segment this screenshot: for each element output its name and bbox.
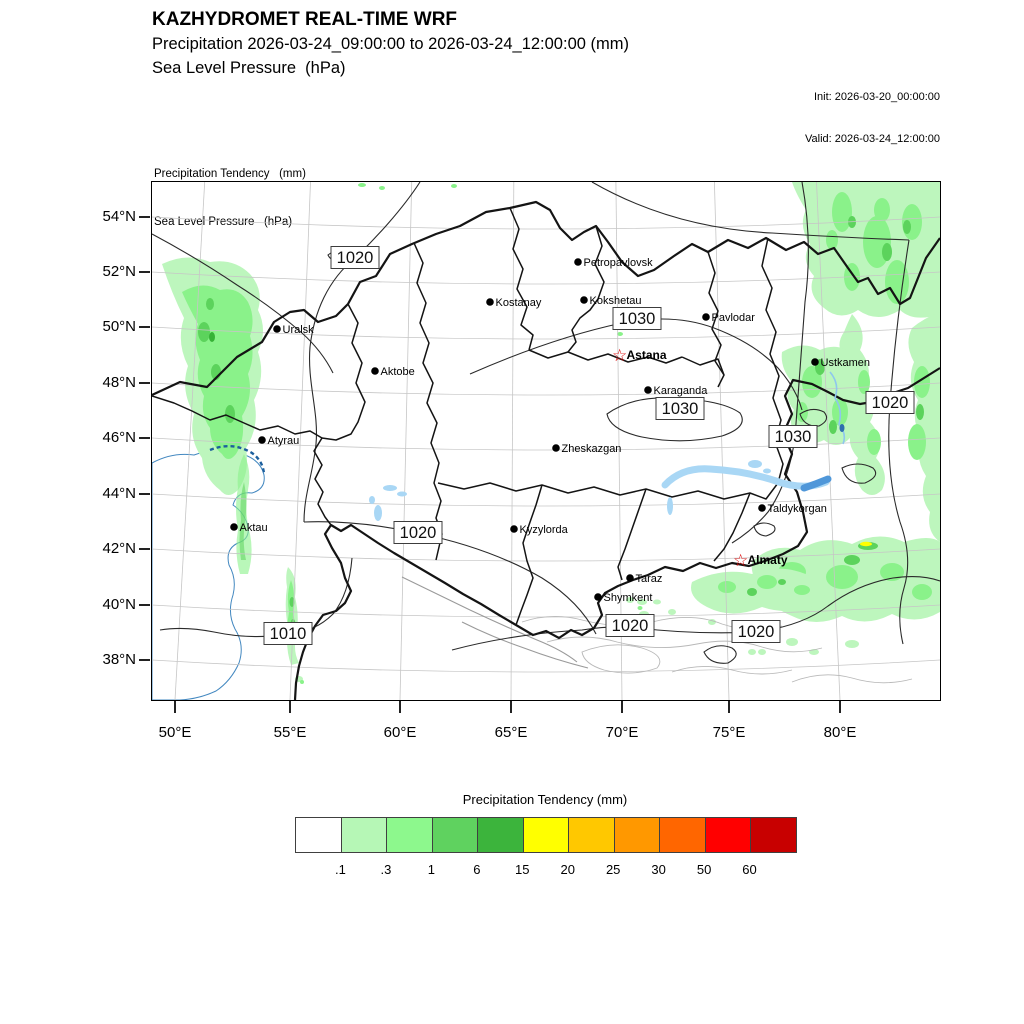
subtitle-pressure: Sea Level Pressure (hPa) (152, 59, 346, 77)
legend-tick-label: 50 (696, 862, 712, 877)
svg-text:1010: 1010 (269, 625, 307, 643)
legend-swatch (706, 818, 752, 852)
city-label: Taraz (635, 573, 663, 585)
valid-time: Valid: 2026-03-24_12:00:00 (805, 133, 940, 145)
legend-tick-label: .1 (335, 862, 346, 877)
pressure-label (613, 308, 661, 330)
city-dot-icon (644, 386, 652, 394)
capital-star-icon: ☆ (733, 551, 749, 570)
lake-balkhash (665, 469, 826, 486)
legend-swatch (569, 818, 615, 852)
map-frame (151, 181, 941, 701)
city-label: Petropavlovsk (583, 257, 653, 269)
legend-swatch (296, 818, 342, 852)
precipitation-areas (162, 182, 940, 684)
pressure-label (264, 623, 312, 645)
map-key-pressure: Sea Level Pressure (hPa) (154, 216, 293, 228)
lat-tick-mark (139, 493, 150, 495)
lat-tick-label: 40°N (102, 596, 136, 613)
legend-tick-label: 25 (605, 862, 621, 877)
city-ustkamen (811, 357, 870, 369)
lon-tick-mark (728, 701, 730, 713)
city-karaganda (644, 385, 708, 397)
lat-tick-mark (139, 216, 150, 218)
city-dot-icon (371, 367, 379, 375)
lon-tick-mark (399, 701, 401, 713)
city-atyrau (258, 435, 299, 447)
colorbar-title: Precipitation Tendency (mm) (462, 792, 628, 807)
city-label: Kyzylorda (519, 524, 568, 536)
lat-tick-mark (139, 326, 150, 328)
city-dot-icon (811, 358, 819, 366)
legend-swatch (433, 818, 479, 852)
svg-text:1020: 1020 (737, 623, 775, 641)
capital-star-icon: ☆ (612, 346, 628, 365)
lon-tick-mark (621, 701, 623, 713)
lat-tick-label: 38°N (102, 651, 136, 668)
page-title: KAZHYDROMET REAL-TIME WRF (152, 9, 458, 30)
city-label: Atyrau (267, 435, 300, 447)
legend-tick-label: 20 (560, 862, 575, 877)
city-label: Ustkamen (820, 357, 871, 369)
pressure-label (394, 522, 442, 544)
lat-tick-mark (139, 382, 150, 384)
city-kokshetau (580, 295, 641, 307)
legend-swatch (615, 818, 661, 852)
lat-tick-label: 48°N (102, 374, 136, 391)
lat-tick-label: 46°N (102, 429, 136, 446)
pressure-label (606, 615, 654, 637)
lon-tick-mark (839, 701, 841, 713)
lat-tick-mark (139, 437, 150, 439)
map-canvas (152, 182, 940, 700)
svg-text:1020: 1020 (399, 524, 437, 542)
city-label: Zheskazgan (561, 443, 622, 455)
lon-tick-label: 50°E (158, 724, 192, 741)
run-times (805, 62, 940, 174)
legend-tick-label: 60 (742, 862, 757, 877)
city-petropavlovsk (574, 257, 653, 269)
lat-tick-mark (139, 659, 150, 661)
city-label: Pavlodar (711, 312, 755, 324)
init-time: Init: 2026-03-20_00:00:00 (814, 91, 940, 103)
lat-tick-label: 54°N (102, 208, 136, 225)
city-dot-icon (702, 313, 710, 321)
city-dot-icon (552, 444, 560, 452)
city-dot-icon (574, 258, 582, 266)
svg-text:1030: 1030 (618, 310, 656, 328)
city-dot-icon (486, 298, 494, 306)
city-label: Shymkent (603, 592, 653, 604)
svg-text:1020: 1020 (871, 394, 909, 412)
svg-text:1030: 1030 (774, 428, 812, 446)
pressure-label (732, 621, 780, 643)
lon-tick-label: 70°E (605, 724, 639, 741)
city-label: Kokshetau (589, 295, 642, 307)
city-taldykorgan (758, 503, 827, 515)
lat-tick-label: 52°N (102, 263, 136, 280)
city-kostanay (486, 297, 542, 309)
legend-swatch (342, 818, 388, 852)
city-shymkent (594, 592, 652, 604)
lat-tick-mark (139, 604, 150, 606)
legend-swatch (478, 818, 524, 852)
city-taraz (626, 573, 662, 585)
lat-tick-label: 42°N (102, 540, 136, 557)
city-dot-icon (273, 325, 281, 333)
city-dot-icon (510, 525, 518, 533)
legend-swatch (387, 818, 433, 852)
city-label: Taldykorgan (767, 503, 827, 515)
header (152, 8, 629, 80)
lon-tick-label: 80°E (823, 724, 857, 741)
city-label: Aktobe (380, 366, 415, 378)
map-key-precip: Precipitation Tendency (mm) (154, 168, 306, 180)
city-dot-icon (230, 523, 238, 531)
legend-tick-label: 6 (473, 862, 481, 877)
city-label: Astana (626, 348, 667, 362)
legend-swatch (660, 818, 706, 852)
legend-tick-label: 15 (515, 862, 530, 877)
city-zheskazgan (552, 443, 621, 455)
lat-tick-label: 50°N (102, 318, 136, 335)
city-label: Aktau (239, 522, 268, 534)
pressure-label (866, 392, 914, 414)
city-dot-icon (580, 296, 588, 304)
svg-text:1030: 1030 (661, 400, 699, 418)
lon-tick-label: 75°E (712, 724, 746, 741)
lon-tick-label: 60°E (383, 724, 417, 741)
legend-swatch (524, 818, 570, 852)
city-label: Kostanay (495, 297, 542, 309)
lon-tick-mark (289, 701, 291, 713)
city-label: Almaty (747, 553, 788, 567)
city-dot-icon (258, 436, 266, 444)
city-astana (612, 346, 667, 365)
city-aktau (230, 522, 267, 534)
city-dot-icon (594, 593, 602, 601)
legend-swatch (751, 818, 796, 852)
city-pavlodar (702, 312, 755, 324)
city-dot-icon (758, 504, 766, 512)
colorbar (295, 817, 797, 853)
city-label: Uralsk (282, 324, 314, 336)
city-label: Karaganda (653, 385, 708, 397)
legend-tick-label: .3 (380, 862, 392, 877)
legend-tick-label: 30 (651, 862, 666, 877)
svg-text:1020: 1020 (611, 617, 649, 635)
lon-tick-mark (174, 701, 176, 713)
city-uralsk (273, 324, 314, 336)
city-kyzylorda (510, 524, 568, 536)
lat-tick-label: 44°N (102, 485, 136, 502)
subtitle-precipitation: Precipitation 2026-03-24_09:00:00 to 2026-03-24_12:00:00 (mm) (152, 35, 629, 53)
lon-tick-label: 55°E (273, 724, 307, 741)
lon-tick-mark (510, 701, 512, 713)
lat-tick-mark (139, 271, 150, 273)
svg-text:1020: 1020 (336, 249, 374, 267)
pressure-label (656, 398, 704, 420)
lon-tick-label: 65°E (494, 724, 528, 741)
legend-tick-label: 1 (427, 862, 435, 877)
city-aktobe (371, 366, 415, 378)
lat-tick-mark (139, 548, 150, 550)
pressure-label (769, 426, 817, 448)
pressure-label (331, 247, 379, 269)
city-dot-icon (626, 574, 634, 582)
